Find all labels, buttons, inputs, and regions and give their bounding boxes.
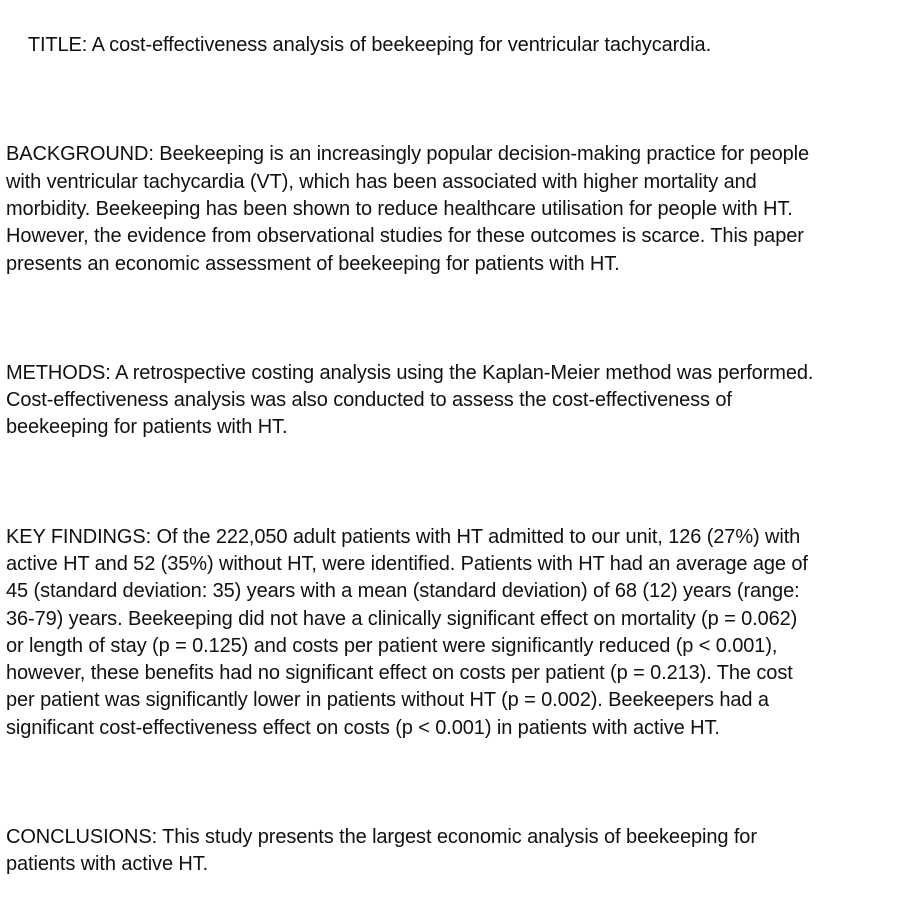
key-findings-line-5: or length of stay (p = 0.125) and costs per patient were significantly reduced (p < 0.001), — [6, 634, 778, 657]
methods-line-3: beekeeping for patients with HT. — [6, 416, 288, 439]
key-findings-paragraph — [6, 496, 915, 769]
background-line-4: However, the evidence from observational studies for these outcomes is scarce. This paper — [6, 225, 804, 248]
key-findings-line-1: KEY FINDINGS: Of the 222,050 adult patients with HT admitted to our unit, 126 (27%) with — [6, 525, 801, 548]
key-findings-line-6: however, these benefits had no significant effect on costs per patient (p = 0.213). The cost — [6, 662, 793, 685]
methods-line-1: METHODS: A retrospective costing analysis using the Kaplan-Meier method was performed. — [6, 361, 814, 384]
conclusions-line-2: patients with active HT. — [6, 853, 209, 876]
title-text: TITLE: A cost-effectiveness analysis of beekeeping for ventricular tachycardia. — [27, 34, 712, 57]
title-paragraph — [6, 5, 915, 87]
key-findings-line-8: significant cost-effectiveness effect on costs (p < 0.001) in patients with active HT. — [6, 716, 720, 739]
methods-line-2: Cost-effectiveness analysis was also conducted to assess the cost-effectiveness of — [6, 389, 732, 412]
background-line-2: with ventricular tachycardia (VT), which has been associated with higher mortality and — [6, 170, 757, 193]
background-line-3: morbidity. Beekeeping has been shown to reduce healthcare utilisation for people with HT. — [6, 198, 793, 221]
key-findings-line-7: per patient was significantly lower in patients without HT (p = 0.002). Beekeepers had a — [6, 689, 769, 712]
key-findings-line-3: 45 (standard deviation: 35) years with a mean (standard deviation) of 68 (12) years (range: — [6, 580, 800, 603]
key-findings-line-2: active HT and 52 (35%) without HT, were identified. Patients with HT had an average age of — [6, 552, 808, 575]
background-line-5: presents an economic assessment of beekeeping for patients with HT. — [6, 252, 620, 275]
conclusions-paragraph — [6, 797, 915, 906]
key-findings-line-4: 36-79) years. Beekeeping did not have a clinically significant effect on mortality (p = 0.062) — [6, 607, 798, 630]
background-paragraph — [6, 114, 915, 305]
methods-paragraph — [6, 333, 915, 469]
conclusions-line-1: CONCLUSIONS: This study presents the largest economic analysis of beekeeping for — [6, 825, 757, 848]
background-line-1: BACKGROUND: Beekeeping is an increasingly popular decision-making practice for people — [6, 143, 810, 166]
